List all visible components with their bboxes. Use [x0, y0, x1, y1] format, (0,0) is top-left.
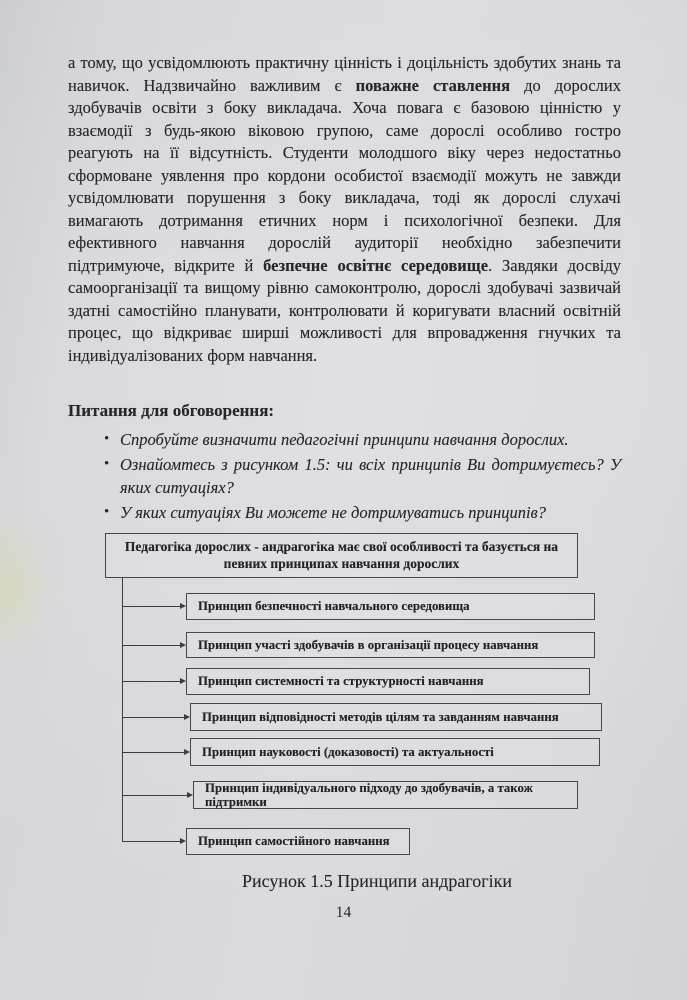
- diagram-arrow-connector: [123, 606, 184, 607]
- diagram-principle-box: Принцип безпечності навчального середовища: [186, 593, 595, 620]
- figure-caption: Рисунок 1.5 Принципи андрагогіки: [241, 871, 513, 891]
- diagram-principle-box: Принцип відповідності методів цілям та завданням навчання: [190, 703, 602, 731]
- diagram-principle-box: Принцип системності та структурності навчання: [186, 668, 590, 695]
- andragogy-principles-diagram: [0, 533, 687, 878]
- discussion-heading: Питання для обговорення:: [68, 401, 275, 420]
- diagram-arrow-connector: [123, 795, 191, 796]
- paragraph-segment: а тому, що усвідомлюють практичну цінність і доцільність здобутих знань та навичок. Надзвичайно важливим є: [68, 53, 621, 95]
- diagram-principle-box: Принцип участі здобувачів в організації процесу навчання: [186, 632, 595, 658]
- list-item: [68, 453, 621, 500]
- diagram-arrow-connector: [123, 717, 188, 718]
- diagram-arrow-connector: [123, 752, 188, 753]
- list-item: [68, 428, 621, 452]
- list-item: [68, 501, 621, 525]
- diagram-principle-box: Принцип самостійного навчання: [186, 828, 410, 855]
- bullet-icon: •: [104, 455, 110, 472]
- bold-phrase-respectful-attitude: поважне ставлення: [355, 75, 511, 95]
- bullet-icon: •: [104, 431, 110, 447]
- diagram-principle-box: Принцип науковості (доказовості) та актуальності: [190, 738, 600, 766]
- diagram-principle-box: Принцип індивідуального підходу до здобувачів, а також підтримки: [193, 781, 578, 809]
- paragraph-segment: . Завдяки досвіду самоорганізації та вищому рівню самоконтролю, дорослі здобувачі зазвичай здатні самостійно планувати, контролювати й коригувати власний освітній процес, що відкриває ширші можливості для впровадження гнучких та індивідуалізованих форм навчання.: [68, 255, 622, 365]
- bullet-text: Спробуйте визначити педагогічні принципи навчання дорослих.: [120, 430, 569, 449]
- bullet-text: Ознайомтесь з рисунком 1.5: чи всіх принципів Ви дотримуєтесь? У яких ситуаціях?: [120, 454, 621, 497]
- diagram-arrow-connector: [123, 841, 184, 842]
- bullet-text: У яких ситуаціях Ви можете не дотримуватись принципів?: [120, 502, 546, 522]
- discussion-section: [68, 398, 621, 525]
- bold-phrase-safe-environment: безпечне освітнє середовище: [263, 255, 489, 275]
- page-number: 14: [335, 904, 352, 921]
- body-paragraph: [68, 52, 621, 367]
- diagram-root-box: Педагогіка дорослих - андрагогіка має свої особливості та базується на певних принципах навчання дорослих: [105, 533, 578, 578]
- paragraph-segment: до дорослих здобувачів освіти з боку викладача. Хоча повага є базовою цінністю у взаємодії з будь-якою віковою групою, саме дорослі особливо гостро реагують на її відсутність. Студенти молодшого віку через недостатньо сформоване уявлення про кордони особистої взаємодії можуть не завжди усвідомлювати порушення з боку викладача, тоді як дорослі слухачі вимагають дотримання етичних норм і психологічної безпеки. Для ефективного навчання дорослій аудиторії необхідно забезпечити підтримуюче, відкрите й: [68, 75, 621, 275]
- diagram-arrow-connector: [123, 645, 184, 646]
- bullet-icon: •: [104, 503, 110, 520]
- diagram-trunk-line: [122, 578, 123, 842]
- diagram-arrow-connector: [123, 681, 184, 682]
